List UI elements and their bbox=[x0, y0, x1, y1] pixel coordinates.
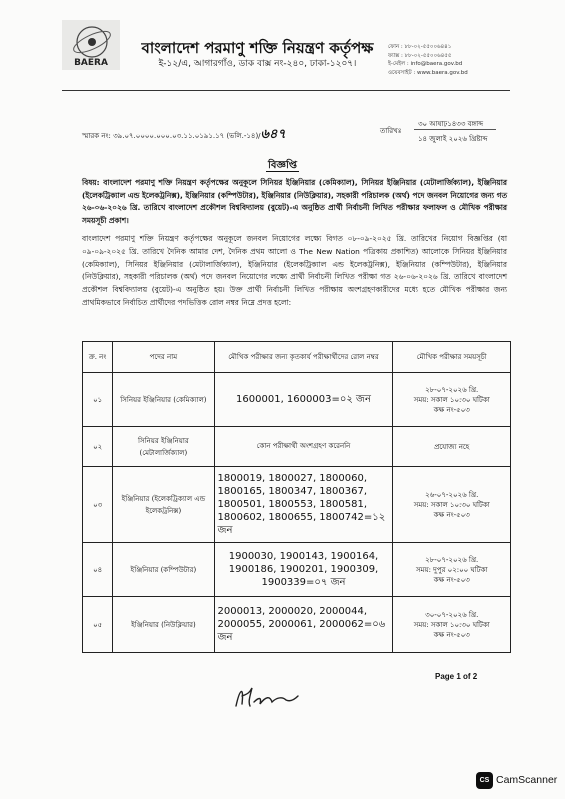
row-schedule bbox=[393, 467, 511, 543]
row-schedule bbox=[393, 597, 511, 653]
schedule-room: কক্ষ নং-৫০৩ bbox=[433, 575, 470, 584]
document-title bbox=[0, 153, 565, 175]
table-row bbox=[83, 467, 511, 543]
memo-handwritten-number: ৬৪৭ bbox=[260, 127, 286, 142]
header-divider bbox=[62, 90, 510, 91]
organization-name: বাংলাদেশ পরমাণু শক্তি নিয়ন্ত্রণ কর্তৃপক্ষ bbox=[141, 39, 374, 57]
title-text: বিজ্ঞপ্তি bbox=[267, 160, 298, 171]
date-gregorian: ১৪ জুলাই ২০২৬ খ্রিষ্টাব্দ bbox=[418, 135, 488, 143]
date-divider bbox=[414, 129, 496, 130]
schedule-date: ২৬-০৭-২০২৬ খ্রি. bbox=[425, 490, 479, 499]
schedule-time: সময়: দুপুর ০২:০০ ঘটিকা bbox=[415, 565, 488, 574]
baera-logo bbox=[62, 20, 120, 70]
contact-email: ই-মেইল : info@baera.gov.bd bbox=[388, 61, 463, 67]
memo-prefix: স্মারক নং: ৩৯.০৭.০০০০.০০০.০৩.১১.০১৯১.১৭ (ভলি.-১৪)/ bbox=[82, 132, 261, 140]
date-bangla: ৩০ আষাঢ়১৪৩৩ বঙ্গাব্দ bbox=[418, 120, 484, 128]
camscanner-watermark bbox=[476, 769, 562, 791]
row-rolls: 1600001, 1600003=০২ জন bbox=[214, 373, 393, 427]
table-header-row bbox=[83, 342, 511, 373]
table-row bbox=[83, 597, 511, 653]
table-row bbox=[83, 543, 511, 597]
row-serial: ০৫ bbox=[83, 597, 113, 653]
date-label: তারিখঃ bbox=[380, 127, 402, 135]
schedule-time: সময়: সকাল ১০:৩০ ঘটিকা bbox=[413, 395, 490, 404]
row-post: ইঞ্জিনিয়ার (ইলেকট্রিক্যাল এন্ড ইলেকট্রনিক্স) bbox=[113, 467, 214, 543]
row-rolls: কোন পরীক্ষার্থী অংশগ্রহণ করেননি bbox=[214, 427, 393, 467]
schedule-note: প্রযোজ্য নহে bbox=[434, 442, 470, 451]
table-row bbox=[83, 373, 511, 427]
contact-fax: ফ্যাক্স : ৮৮-০২-৫৫০০৬৪৫৫ bbox=[388, 52, 452, 59]
camscanner-label: CamScanner bbox=[496, 774, 558, 786]
schedule-room: কক্ষ নং-৫০৩ bbox=[433, 405, 470, 414]
schedule-date: ৩০-০৭-২০২৬ খ্রি. bbox=[425, 610, 479, 619]
row-rolls: 1800019, 1800027, 1800060, 1800165, 1800347, 1800367, 1800501, 1800553, 1800581, 1800602, 1800655, 1800742=১২ জন bbox=[214, 467, 393, 543]
roll-number-table bbox=[82, 341, 511, 653]
schedule-time: সময়: সকাল ১০:৩০ ঘটিকা bbox=[413, 620, 490, 629]
schedule-time: সময়: সকাল ১০:৩০ ঘটিকা bbox=[413, 500, 490, 509]
subject-paragraph: বিষয়: বাংলাদেশ পরমাণু শক্তি নিয়ন্ত্রণ কর্তৃপক্ষের অনুকূলে সিনিয়র ইঞ্জিনিয়ার (কেমিক্যাল), সিনিয়র ইঞ্জিনিয়ার (মেটালার্জিক্যাল), ইঞ্জিনিয়ার (ইলেকট্রিক্যাল এন্ড ইলেকট্রনিক্স), ইঞ্জিনিয়ার (কম্পিউটার), ইঞ্জিনিয়ার (নিউক্লিয়ার), সহকারী পরিচালক (অর্থ) পদে জনবল নিয়োগের জন্য গত ২৬-০৬-২০২৬ খ্রি. তারিখে বাংলাদেশ প্রকৌশল বিশ্ববিদ্যালয় (বুয়েট)-এ অনুষ্ঠিত প্রার্থী নির্বাচনী লিখিত পরীক্ষার ফলাফল ও মৌখিক পরীক্ষার সময়সূচী প্রকাশ। bbox=[82, 178, 507, 225]
row-post: সিনিয়র ইঞ্জিনিয়ার (মেটালার্জিক্যাল) bbox=[113, 427, 214, 467]
memo-number bbox=[82, 125, 286, 146]
contact-block bbox=[388, 43, 508, 77]
table-row bbox=[83, 427, 511, 467]
schedule-date: ২৮-০৭-২০২৬ খ্রি. bbox=[425, 385, 479, 394]
schedule-room: কক্ষ নং-৫০৩ bbox=[433, 630, 470, 639]
header-serial: ক্র. নং bbox=[83, 342, 113, 373]
row-rolls: 2000013, 2000020, 2000044, 2000055, 2000061, 2000062=০৬ জন bbox=[214, 597, 393, 653]
organization-address: ই-১২/এ, আগারগাঁও, ডাক বাক্স নং-২৪০, ঢাকা-১২০৭। bbox=[158, 59, 357, 69]
row-serial: ০৪ bbox=[83, 543, 113, 597]
handwritten-signature bbox=[232, 682, 302, 712]
logo-text: BAERA bbox=[74, 58, 108, 68]
row-post: ইঞ্জিনিয়ার (কম্পিউটার) bbox=[113, 543, 214, 597]
row-serial: ০৩ bbox=[83, 467, 113, 543]
contact-phone: ফোন : ৮৮-০২-৫৫০০৬৪৪১ bbox=[388, 44, 452, 50]
header-rolls: মৌখিক পরীক্ষার জন্য কৃতকার্য পরীক্ষার্থীদের রোল নম্বর bbox=[214, 342, 393, 373]
row-rolls: 1900030, 1900143, 1900164, 1900186, 1900201, 1900309, 1900339=০৭ জন bbox=[214, 543, 393, 597]
camscanner-icon: CS bbox=[476, 772, 493, 789]
row-serial: ০১ bbox=[83, 373, 113, 427]
header-schedule: মৌখিক পরীক্ষার সময়সূচী bbox=[393, 342, 511, 373]
row-post: সিনিয়র ইঞ্জিনিয়ার (কেমিক্যাল) bbox=[113, 373, 214, 427]
body-paragraph: বাংলাদেশ পরমাণু শক্তি নিয়ন্ত্রণ কর্তৃপক্ষের অনুকূলে জনবল নিয়োগের লক্ষ্যে বিগত ০৮-০৯-২০২৫ খ্রি. তারিখের নিয়োগ বিজ্ঞপ্তির (যা ০৯-০৯-২০২৫ খ্রি. তারিখে দৈনিক আমার দেশ, দৈনিক প্রথম আলো ও The New Nation পত্রিকায় প্রকাশিত) আলোকে সিনিয়র ইঞ্জিনিয়ার (কেমিক্যাল), সিনিয়র ইঞ্জিনিয়ার (মেটালার্জিক্যাল), ইঞ্জিনিয়ার (ইলেকট্রিক্যাল এন্ড ইলেকট্রনিক্স), ইঞ্জিনিয়ার (কম্পিউটার), ইঞ্জিনিয়ার (নিউক্লিয়ার), সহকারী পরিচালক (অর্থ) পদে জনবল নিয়োগের লক্ষ্যে প্রার্থী নির্বাচনী লিখিত পরীক্ষা গত ২৬-০৬-২০২৬ খ্রি. তারিখে বাংলাদেশ প্রকৌশল বিশ্ববিদ্যালয় (বুয়েট)-এ অনুষ্ঠিত হয়। উক্ত প্রার্থী নির্বাচনী লিখিত পরীক্ষায় অংশগ্রহণকারীদের মধ্যে হতে মৌখিক পরীক্ষার জন্য প্রাথমিকভাবে নির্বাচিত প্রার্থীদের পদভিত্তিক রোল নম্বর নিম্নে প্রদত্ত হলো: bbox=[82, 234, 507, 307]
contact-website: ওয়েবসাইট : www.baera.gov.bd bbox=[388, 69, 468, 76]
row-serial: ০২ bbox=[83, 427, 113, 467]
row-post: ইঞ্জিনিয়ার (নিউক্লিয়ার) bbox=[113, 597, 214, 653]
row-schedule bbox=[393, 373, 511, 427]
page-number: Page 1 of 2 bbox=[435, 672, 478, 681]
schedule-date: ২৮-০৭-২০২৬ খ্রি. bbox=[425, 555, 479, 564]
row-schedule bbox=[393, 543, 511, 597]
header-post: পদের নাম bbox=[113, 342, 214, 373]
schedule-room: কক্ষ নং-৫০৩ bbox=[433, 510, 470, 519]
row-schedule bbox=[393, 427, 511, 467]
